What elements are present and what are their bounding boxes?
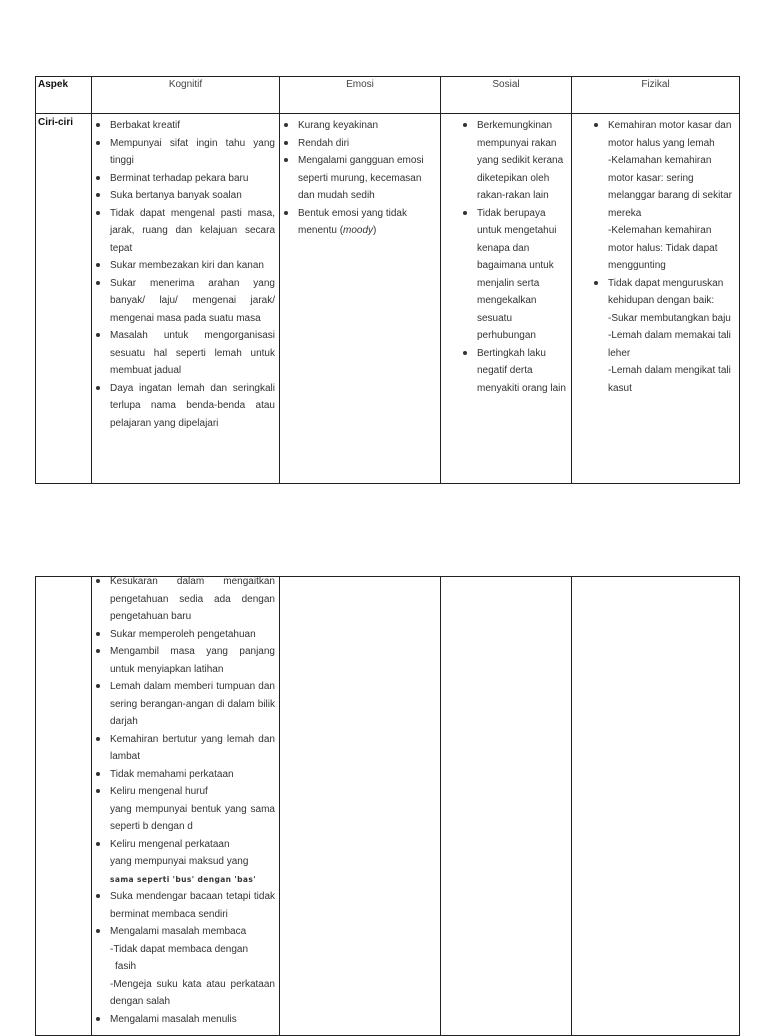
list-item bbox=[110, 783, 275, 836]
huruf-line-2: yang mempunyai bentuk yang sama seperti b dengan d bbox=[110, 803, 275, 832]
emosi-last-suffix: ) bbox=[373, 225, 377, 236]
list-item: Sukar membezakan kiri dan kanan bbox=[110, 257, 275, 275]
list-item: Kemahiran bertutur yang lemah dan lambat bbox=[110, 731, 275, 766]
list-item: Sukar memperoleh pengetahuan bbox=[110, 626, 275, 644]
cell-emosi bbox=[280, 114, 441, 484]
table-row bbox=[36, 577, 740, 1036]
characteristics-table-continued bbox=[35, 576, 740, 1036]
list-item bbox=[298, 205, 432, 240]
fizikal-item-2: Tidak dapat menguruskan kehidupan dengan baik: bbox=[608, 277, 724, 306]
list-item: Kesukaran dalam mengaitkan pengetahuan sedia ada dengan pengetahuan baru bbox=[110, 573, 275, 626]
list-item: Lemah dalam memberi tumpuan dan sering berangan-angan di dalam bilik darjah bbox=[110, 678, 275, 731]
header-fizikal: Fizikal bbox=[572, 77, 740, 114]
list-item: Tidak dapat mengenal pasti masa, jarak, ruang dan kelajuan secara tepat bbox=[110, 205, 275, 258]
membaca-heading: Mengalami masalah membaca bbox=[110, 926, 247, 937]
list-item: Berkemungkinan mempunyai rakan yang sedikit kerana diketepikan oleh rakan-rakan lain bbox=[477, 117, 567, 205]
list-item: Daya ingatan lemah dan seringkali terlupa nama benda-benda atau pelajaran yang dipelajari bbox=[110, 380, 275, 433]
fizikal-sub: -Lemah dalam memakai tali leher bbox=[608, 330, 731, 359]
list-item bbox=[110, 836, 275, 889]
fizikal-sub: -Sukar membutangkan baju bbox=[608, 312, 731, 324]
membaca-sub: -Mengeja suku kata atau perkataan dengan salah bbox=[110, 978, 275, 1007]
header-kognitif: Kognitif bbox=[92, 77, 280, 114]
membaca-sub: -Tidak dapat membaca dengan bbox=[110, 943, 249, 955]
fizikal-sub: -Kelemahan kemahiran motor halus: Tidak dapat menggunting bbox=[608, 225, 718, 271]
list-item: Suka bertanya banyak soalan bbox=[110, 187, 275, 205]
row-label-ciri-ciri: Ciri-ciri bbox=[36, 114, 92, 484]
list-item: Sukar menerima arahan yang banyak/ laju/ mengenai jarak/ mengenai masa pada suatu masa bbox=[110, 275, 275, 328]
cell-sosial bbox=[441, 114, 572, 484]
fizikal-sub: -Lemah dalam mengikat tali kasut bbox=[608, 365, 731, 394]
list-item bbox=[608, 117, 735, 275]
cell-kognitif-continued bbox=[92, 577, 280, 1036]
list-item: Berminat terhadap pekara baru bbox=[110, 170, 275, 188]
list-item: Mengambil masa yang panjang untuk menyiapkan latihan bbox=[110, 643, 275, 678]
perkataan-line-1: Keliru mengenal perkataan bbox=[110, 838, 230, 850]
characteristics-table bbox=[35, 76, 740, 484]
header-sosial: Sosial bbox=[441, 77, 572, 114]
list-item: Mengalami gangguan emosi seperti murung, kecemasan dan mudah sedih bbox=[298, 152, 432, 205]
list-item: Rendah diri bbox=[298, 135, 432, 153]
list-item: Tidak memahami perkataan bbox=[110, 766, 275, 784]
list-item bbox=[110, 923, 275, 1011]
header-emosi: Emosi bbox=[280, 77, 441, 114]
list-item: Kurang keyakinan bbox=[298, 117, 432, 135]
perkataan-line-2: yang mempunyai maksud yang bbox=[110, 856, 249, 867]
list-item bbox=[608, 275, 735, 398]
cell-label-empty bbox=[36, 577, 92, 1036]
list-item: Mengalami masalah menulis bbox=[110, 1011, 275, 1029]
list-item: Masalah untuk mengorganisasi sesuatu hal seperti lemah untuk membuat jadual bbox=[110, 327, 275, 380]
list-item: Bertingkah laku negatif derta menyakiti orang lain bbox=[477, 345, 567, 398]
huruf-line-1: Keliru mengenal huruf bbox=[110, 786, 208, 797]
fizikal-item-1: Kemahiran motor kasar dan motor halus yang lemah bbox=[608, 120, 732, 149]
list-item: Suka mendengar bacaan tetapi tidak berminat membaca sendiri bbox=[110, 888, 275, 923]
list-item: Berbakat kreatif bbox=[110, 117, 275, 135]
emosi-last-italic: moody bbox=[343, 225, 374, 236]
cell-kognitif bbox=[92, 114, 280, 484]
cell-sosial-empty bbox=[441, 577, 572, 1036]
cell-fizikal-empty bbox=[572, 577, 740, 1036]
cell-emosi-empty bbox=[280, 577, 441, 1036]
list-item: Mempunyai sifat ingin tahu yang tinggi bbox=[110, 135, 275, 170]
emosi-last-text: Bentuk emosi yang tidak menentu ( bbox=[298, 207, 407, 236]
list-item: Tidak berupaya untuk mengetahui kenapa dan bagaimana untuk menjalin serta mengekalkan sesuatu perhubungan bbox=[477, 205, 567, 345]
perkataan-line-3: sama seperti 'bus' dengan 'bas' bbox=[110, 874, 256, 884]
header-row bbox=[36, 77, 740, 114]
membaca-sub-cont: fasih bbox=[115, 961, 137, 972]
table-row bbox=[36, 114, 740, 484]
header-aspek: Aspek bbox=[36, 77, 92, 114]
fizikal-sub: -Kelamahan kemahiran motor kasar: sering melanggar barang di sekitar mereka bbox=[608, 155, 732, 219]
cell-fizikal bbox=[572, 114, 740, 484]
